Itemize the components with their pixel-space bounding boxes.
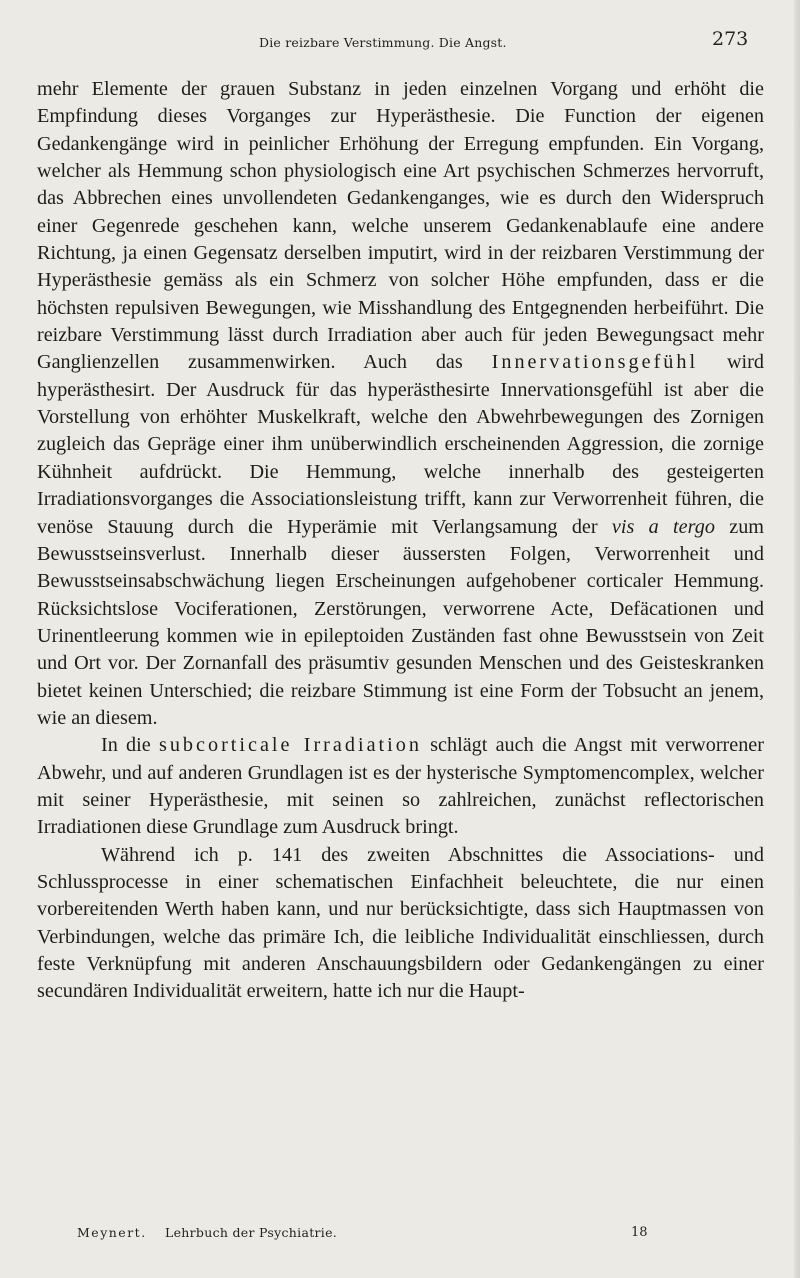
footer-author: Meynert. [77, 1225, 147, 1240]
page-number: 273 [712, 28, 749, 50]
italic-text: vis a tergo [611, 515, 715, 538]
text-run: schlägt auch die Angst mit verworrener Abwehr, und auf anderen Grundlagen ist es der hysterische Symptomencomplex, welcher mit seiner Hyperästhesie, mit seinen so zahlreichen, zunächst reflectorischen Irradiationen diese Grundlage zum Ausdruck bringt. [37, 734, 764, 839]
page-footer [0, 1225, 800, 1245]
body-text [37, 76, 764, 1006]
emphasized-text: Innervationsgefühl [491, 351, 699, 374]
text-run: mehr Elemente der grauen Substanz in jeden einzelnen Vorgang und erhöht die Empfindung dieses Vorganges zur Hyperästhesie. Die Function der eigenen Gedankengänge wird in peinlicher Erhöhung der Erregung empfunden. Ein Vorgang, welcher als Hemmung schon physiologisch eine Art psychischen Schmerzes hervorruft, das Abbrechen eines unvollendeten Gedankenganges, wie es durch den Widerspruch einer Gegenrede geschehen kann, welche unserem Gedankenablaufe eine andere Richtung, ja einen Gegensatz derselben imputirt, wird in der reizbaren Verstimmung der Hyperästhesie gemäss als ein Schmerz von solcher Höhe empfunden, dass er die höchsten repulsiven Bewegungen, wie Misshandlung des Entgegnenden herbeiführt. Die reizbare Verstimmung lässt durch Irradiation aber auch für jeden Bewegungsact mehr Ganglienzellen zusammenwirken. Auch das [37, 78, 764, 374]
text-run: zum Bewusstseinsverlust. Innerhalb dieser äussersten Folgen, Verworrenheit und Bewusstseinsabschwächung liegen Erscheinungen aufgehobener corticaler Hemmung. Rücksichtslose Vociferationen, Zerstörungen, verworrene Acte, Defäcationen und Urinentleerung kommen wie in epileptoiden Zuständen fast ohne Bewusstsein von Zeit und Ort vor. Der Zornanfall des präsumtiv gesunden Menschen und des Geisteskranken bietet keinen Unterschied; die reizbare Stimmung ist eine Form der Tobsucht an jenem, wie an diesem. [37, 515, 764, 729]
paragraph [37, 842, 764, 1006]
scan-edge [794, 0, 800, 1278]
text-run: wird hyperästhesirt. Der Ausdruck für das hyperästhesirte Innervationsgefühl ist aber die Vorstellung von erhöhter Muskelkraft, welche den Abwehrbewegungen des Zornigen zugleich das Gepräge einer ihm unüberwindlich erscheinenden Aggression, die zornige Kühnheit aufdrückt. Die Hemmung, welche innerhalb des gesteigerten Irradiationsvorganges die Associationsleistung trifft, kann zur Verworrenheit führen, die venöse Stauung durch die Hyperämie mit Verlangsamung der [37, 351, 764, 538]
text-run: Während ich p. 141 des zweiten Abschnittes die Associations- und Schlussprocesse in einer schematischen Einfachheit beleuchtete, die nur einen vorbereitenden Werth haben kann, und nur berücksichtigte, dass sich Hauptmassen von Verbindungen, welche das primäre Ich, die leibliche Individualität einschliessen, durch feste Verknüpfung mit anderen Anschauungsbildern oder Gedankengängen zu einer secundären Individualität erweitern, hatte ich nur die Haupt- [37, 843, 764, 1003]
signature-mark: 18 [631, 1225, 648, 1240]
text-run: In die [101, 734, 159, 757]
emphasized-text: subcorticale Irradiation [158, 734, 422, 757]
running-head [0, 26, 800, 58]
running-title: Die reizbare Verstimmung. Die Angst. [259, 35, 507, 50]
footer-book-title: Lehrbuch der Psychiatrie. [165, 1225, 338, 1240]
paragraph [37, 76, 764, 732]
paragraph [37, 732, 764, 841]
